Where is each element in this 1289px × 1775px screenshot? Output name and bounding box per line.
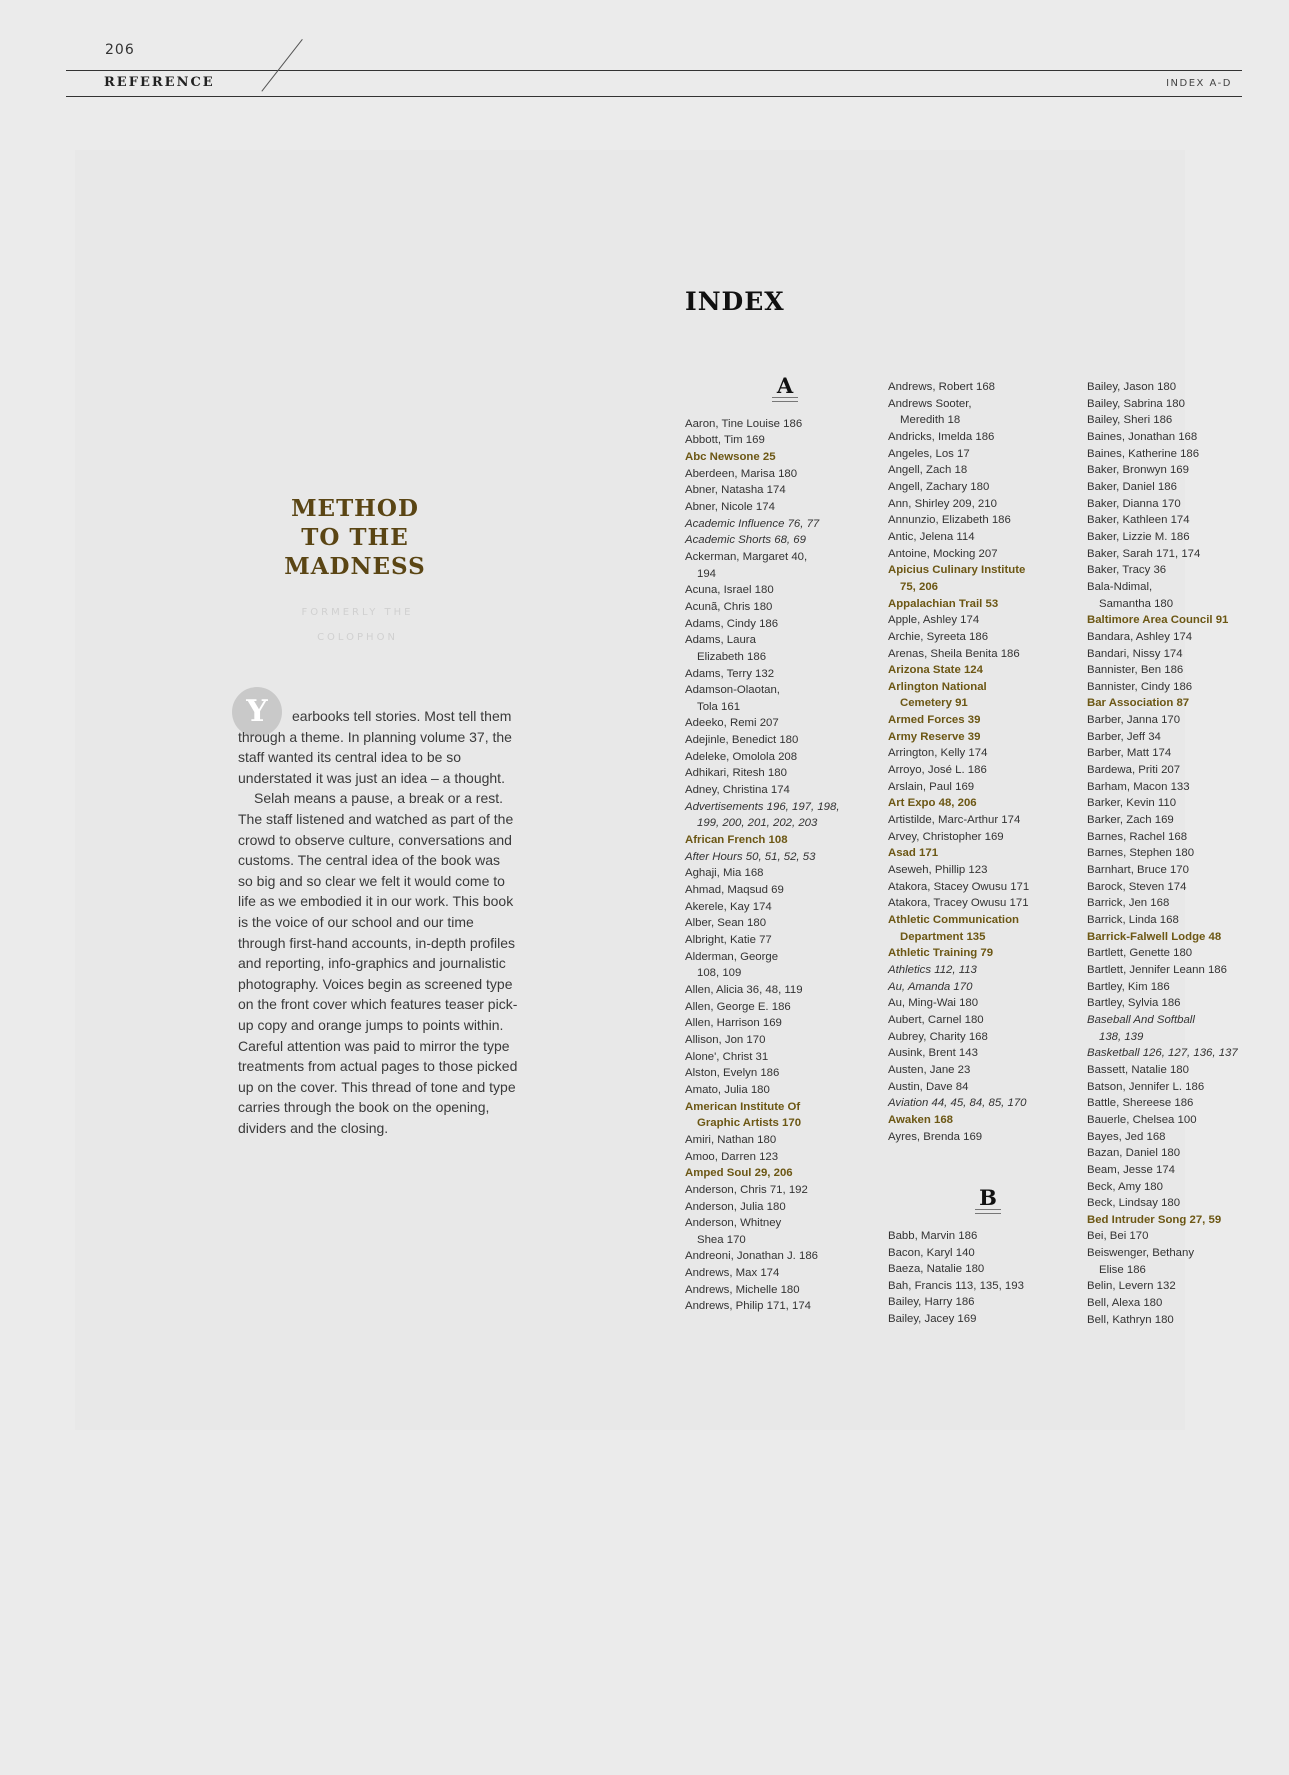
index-entry: Baker, Kathleen 174 [1087, 514, 1190, 527]
index-entry: Adney, Christina 174 [685, 784, 790, 797]
index-entry: Aubert, Carnel 180 [888, 1013, 984, 1026]
index-entry: Bayes, Jed 168 [1087, 1130, 1166, 1143]
index-entry: Au, Amanda 170 [888, 980, 973, 993]
index-entry: Allen, Alicia 36, 48, 119 [685, 983, 803, 996]
feature-title-line: MADNESS [284, 553, 426, 580]
index-entry: Acunã, Chris 180 [685, 600, 773, 613]
index-entry: Bailey, Sabrina 180 [1087, 397, 1185, 410]
index-entry: American Institute Of Graphic Artists 170 [685, 1100, 802, 1130]
index-entry: Appalachian Trail 53 [888, 597, 999, 610]
index-entry: Arslain, Paul 169 [888, 780, 975, 793]
index-entry: Amoo, Darren 123 [685, 1150, 779, 1163]
index-entry: Barrick-Falwell Lodge 48 [1087, 930, 1222, 943]
index-entry: Barker, Zach 169 [1087, 814, 1174, 827]
index-entry: Baines, Katherine 186 [1087, 447, 1200, 460]
index-entry: Barnes, Rachel 168 [1087, 830, 1188, 843]
index-entry: Athletics 112, 113 [888, 963, 977, 976]
index-entry: Adeeko, Remi 207 [685, 717, 779, 730]
index-entry: Andreoni, Jonathan J. 186 [685, 1250, 818, 1263]
index-entry: After Hours 50, 51, 52, 53 [685, 850, 816, 863]
index-entry: Barber, Matt 174 [1087, 747, 1172, 760]
header-slash [261, 39, 302, 92]
index-entry: Baker, Lizzie M. 186 [1087, 530, 1190, 543]
index-entry: Aberdeen, Marisa 180 [685, 467, 798, 480]
index-entry: Bell, Kathryn 180 [1087, 1313, 1174, 1326]
index-entry: Barham, Macon 133 [1087, 780, 1190, 793]
index-entry: Barrick, Jen 168 [1087, 897, 1170, 910]
index-entry: Arenas, Sheila Benita 186 [888, 647, 1020, 660]
index-entry: Athletic Training 79 [888, 947, 994, 960]
index-entry: Adhikari, Ritesh 180 [685, 767, 787, 780]
index-entry: Arvey, Christopher 169 [888, 830, 1004, 843]
index-entry: Baeza, Natalie 180 [888, 1263, 985, 1276]
index-entry: Beck, Lindsay 180 [1087, 1197, 1181, 1210]
index-entries [1087, 379, 1287, 1328]
index-entry: Angell, Zachary 180 [888, 480, 990, 493]
index-entry: Bannister, Ben 186 [1087, 664, 1184, 677]
index-entry: Adams, Laura Elizabeth 186 [685, 634, 767, 663]
index-entry: Awaken 168 [888, 1113, 954, 1126]
index-entry: African French 108 [685, 834, 788, 847]
index-entry: Alone', Christ 31 [685, 1050, 769, 1063]
feature-paragraph: Selah means a pause, a break or a rest. The staff listened and watched as part of the crowd to observe culture, conversations and customs. The central idea of the book was so big and so clear we felt it would come to life as we embodied it in our work. This book is the voice of our school and our time through first-hand accounts, in-depth profiles and reporting, info-graphics and journalistic photography. Voices begin as screened type on the front cover which features teaser pick-up copy and orange jumps to points within. Careful attention was paid to mirror the type treatments from actual pages to those picked up on the cover. This thread of tone and type carries through the book on the opening, dividers and the closing. [238, 790, 518, 1136]
index-entry: Advertisements 196, 197, 198, 199, 200, 201, 202, 203 [685, 800, 840, 830]
index-entry: Baltimore Area Council 91 [1087, 614, 1229, 627]
index-entry: Bah, Francis 113, 135, 193 [888, 1279, 1024, 1292]
index-entry: Baker, Bronwyn 169 [1087, 464, 1189, 477]
index-entry: Anderson, Whitney Shea 170 [685, 1217, 782, 1246]
index-entry: Baines, Jonathan 168 [1087, 430, 1198, 443]
index-entry: Andrews, Max 174 [685, 1267, 780, 1280]
index-letter-heading: A [776, 373, 794, 398]
feature-subtitle [270, 600, 445, 650]
index-entry: Andrews, Robert 168 [888, 381, 996, 393]
index-entry: Andrews, Philip 171, 174 [685, 1300, 812, 1313]
index-entry: Bandari, Nissy 174 [1087, 647, 1183, 660]
index-entry: Bailey, Harry 186 [888, 1296, 975, 1309]
index-entry: Barock, Steven 174 [1087, 880, 1187, 893]
index-entry: Armed Forces 39 [888, 714, 981, 727]
index-entry: Antoine, Mocking 207 [888, 547, 998, 560]
index-entry: Bacon, Karyl 140 [888, 1246, 975, 1259]
index-entry: Ayres, Brenda 169 [888, 1130, 983, 1143]
feature-title-line: TO THE [301, 524, 409, 551]
section-range: INDEX A-D [1166, 78, 1232, 89]
index-entry: Beck, Amy 180 [1087, 1180, 1163, 1193]
index-entry: Bardewa, Priti 207 [1087, 764, 1181, 777]
index-entry: Alderman, George 108, 109 [685, 950, 779, 980]
index-entry: Angell, Zach 18 [888, 464, 968, 477]
header-rule-top [66, 70, 1242, 71]
index-letter-heading: B [979, 1185, 997, 1211]
index-entry: Bed Intruder Song 27, 59 [1087, 1213, 1222, 1226]
index-column-3 [1087, 379, 1287, 1328]
index-entry: Barrick, Linda 168 [1087, 914, 1179, 926]
index-entry: Bandara, Ashley 174 [1087, 630, 1193, 643]
index-entry: Baseball And Softball 138, 139 [1087, 1013, 1195, 1043]
index-entry: Atakora, Stacey Owusu 171 [888, 880, 1030, 893]
page-number: 206 [105, 42, 135, 58]
feature-subtitle-line: COLOPHON [317, 632, 398, 643]
index-entry: Bartlett, Genette 180 [1087, 947, 1193, 960]
index-entry: Bell, Alexa 180 [1087, 1297, 1163, 1310]
index-entry: Barnhart, Bruce 170 [1087, 864, 1189, 877]
index-entry: Bartlett, Jennifer Leann 186 [1087, 963, 1227, 976]
header-rule-bottom [66, 96, 1242, 97]
index-entry: Adams, Terry 132 [685, 667, 775, 680]
index-entry: Bei, Bei 170 [1087, 1230, 1149, 1243]
index-entry: Baker, Sarah 171, 174 [1087, 547, 1201, 560]
index-entry: Andrews, Michelle 180 [685, 1283, 800, 1296]
index-entry: Angeles, Los 17 [888, 447, 970, 460]
index-entry: Bartley, Sylvia 186 [1087, 997, 1181, 1010]
index-entry: Allen, Harrison 169 [685, 1017, 782, 1030]
index-entry: Belin, Levern 132 [1087, 1280, 1176, 1293]
index-entry: Alber, Sean 180 [685, 917, 767, 930]
index-entry: Albright, Katie 77 [685, 934, 772, 946]
index-column-2 [888, 379, 1088, 1328]
index-entry: Archie, Syreeta 186 [888, 630, 989, 643]
index-entry: Beiswenger, Bethany Elise 186 [1087, 1247, 1195, 1276]
index-entry: Bailey, Sheri 186 [1087, 414, 1173, 427]
index-entry: Baker, Daniel 186 [1087, 480, 1177, 493]
index-entry: Adeleke, Omolola 208 [685, 750, 798, 763]
index-entry: Barker, Kevin 110 [1087, 797, 1177, 810]
index-entry: Barnes, Stephen 180 [1087, 847, 1195, 860]
index-entry: Aghaji, Mia 168 [685, 867, 764, 880]
index-entry: Anderson, Julia 180 [685, 1200, 786, 1213]
index-entry: Art Expo 48, 206 [888, 797, 977, 810]
index-entry: Army Reserve 39 [888, 730, 981, 743]
index-entry: Acuna, Israel 180 [685, 584, 774, 597]
index-entry: Battle, Shereese 186 [1087, 1097, 1194, 1110]
index-entry: Apicius Culinary Institute 75, 206 [888, 564, 1026, 593]
index-entry: Bailey, Jacey 169 [888, 1313, 977, 1326]
index-entry: Arizona State 124 [888, 664, 983, 677]
index-entries [888, 379, 1088, 1145]
index-entry: Abc Newsone 25 [685, 450, 776, 463]
index-entry: Aviation 44, 45, 84, 85, 170 [888, 1097, 1027, 1110]
index-entry: Adams, Cindy 186 [685, 617, 779, 630]
index-entry: Arroyo, José L. 186 [888, 764, 987, 777]
index-entry: Allison, Jon 170 [685, 1033, 766, 1046]
index-entry: Basketball 126, 127, 136, 137 [1087, 1047, 1238, 1060]
feature-paragraph: earbooks tell stories. Most tell them through a theme. In planning volume 37, the staff wanted its central idea to be so understated it was just an idea – a thought. [238, 708, 512, 786]
index-entry: Asad 171 [888, 847, 939, 860]
index-entry: Arrington, Kelly 174 [888, 747, 988, 760]
feature-subtitle-line: FORMERLY THE [301, 607, 414, 618]
index-entry: Arlington National Cemetery 91 [888, 680, 987, 710]
index-entry: Austen, Jane 23 [888, 1063, 971, 1076]
index-entry: Academic Shorts 68, 69 [685, 534, 806, 547]
index-entry: Barber, Jeff 34 [1087, 730, 1161, 743]
index-entry: Amped Soul 29, 206 [685, 1167, 793, 1180]
index-entry: Atakora, Tracey Owusu 171 [888, 897, 1029, 910]
index-entry: Annunzio, Elizabeth 186 [888, 514, 1011, 527]
index-entry: Batson, Jennifer L. 186 [1087, 1080, 1205, 1093]
index-entry: Ahmad, Maqsud 69 [685, 884, 784, 897]
index-entry: Bauerle, Chelsea 100 [1087, 1113, 1197, 1126]
index-entry: Bazan, Daniel 180 [1087, 1147, 1181, 1160]
index-entry: Adejinle, Benedict 180 [685, 734, 799, 747]
index-entry: Bannister, Cindy 186 [1087, 680, 1193, 693]
index-entry: Abner, Nicole 174 [685, 500, 775, 513]
index-entry: Aubrey, Charity 168 [888, 1030, 988, 1043]
feature-body [238, 706, 518, 1138]
index-entry: Artistilde, Marc-Arthur 174 [888, 814, 1021, 827]
index-entry: Akerele, Kay 174 [685, 900, 772, 913]
index-entry: Babb, Marvin 186 [888, 1229, 978, 1242]
index-entry: Aseweh, Phillip 123 [888, 864, 988, 877]
index-entry: Abbott, Tim 169 [685, 434, 765, 447]
index-entry: Andrews Sooter, Meredith 18 [888, 397, 972, 427]
index-entry: Austin, Dave 84 [888, 1080, 969, 1093]
index-entry: Andricks, Imelda 186 [888, 430, 995, 443]
index-entry: Bala-Ndimal, Samantha 180 [1087, 580, 1174, 610]
index-entry: Ackerman, Margaret 40, 194 [685, 550, 808, 580]
index-entry: Anderson, Chris 71, 192 [685, 1183, 808, 1196]
index-entry: Amato, Julia 180 [685, 1083, 770, 1096]
index-entry: Academic Influence 76, 77 [685, 517, 820, 530]
index-entry: Antic, Jelena 114 [888, 530, 975, 543]
index-entry: Au, Ming-Wai 180 [888, 997, 979, 1010]
index-title: INDEX [685, 287, 785, 316]
index-entries [685, 416, 885, 1315]
index-entry: Ann, Shirley 209, 210 [888, 497, 997, 510]
index-column-1 [685, 373, 885, 1315]
index-entry: Abner, Natasha 174 [685, 484, 786, 497]
index-entry: Athletic Communication Department 135 [888, 914, 1019, 943]
index-entry: Ausink, Brent 143 [888, 1047, 978, 1060]
index-entries [888, 1228, 1088, 1328]
index-entry: Barber, Janna 170 [1087, 714, 1181, 727]
index-entry: Allen, George E. 186 [685, 1000, 791, 1013]
feature-title-line: METHOD [291, 495, 419, 522]
index-entry: Bassett, Natalie 180 [1087, 1063, 1189, 1076]
index-entry: Aaron, Tine Louise 186 [685, 417, 803, 430]
index-entry: Adamson-Olaotan, Tola 161 [685, 684, 780, 713]
index-entry: Bartley, Kim 186 [1087, 980, 1170, 993]
feature-title [240, 494, 470, 581]
index-entry: Beam, Jesse 174 [1087, 1163, 1176, 1176]
index-entry: Bailey, Jason 180 [1087, 381, 1177, 393]
index-entry: Baker, Dianna 170 [1087, 497, 1181, 510]
drop-cap: Y [232, 687, 282, 737]
index-entry: Apple, Ashley 174 [888, 614, 980, 627]
index-entry: Baker, Tracy 36 [1087, 564, 1167, 577]
index-entry: Amiri, Nathan 180 [685, 1133, 777, 1146]
index-entry: Alston, Evelyn 186 [685, 1067, 780, 1080]
section-label: REFERENCE [104, 75, 215, 90]
index-entry: Bar Association 87 [1087, 697, 1190, 710]
